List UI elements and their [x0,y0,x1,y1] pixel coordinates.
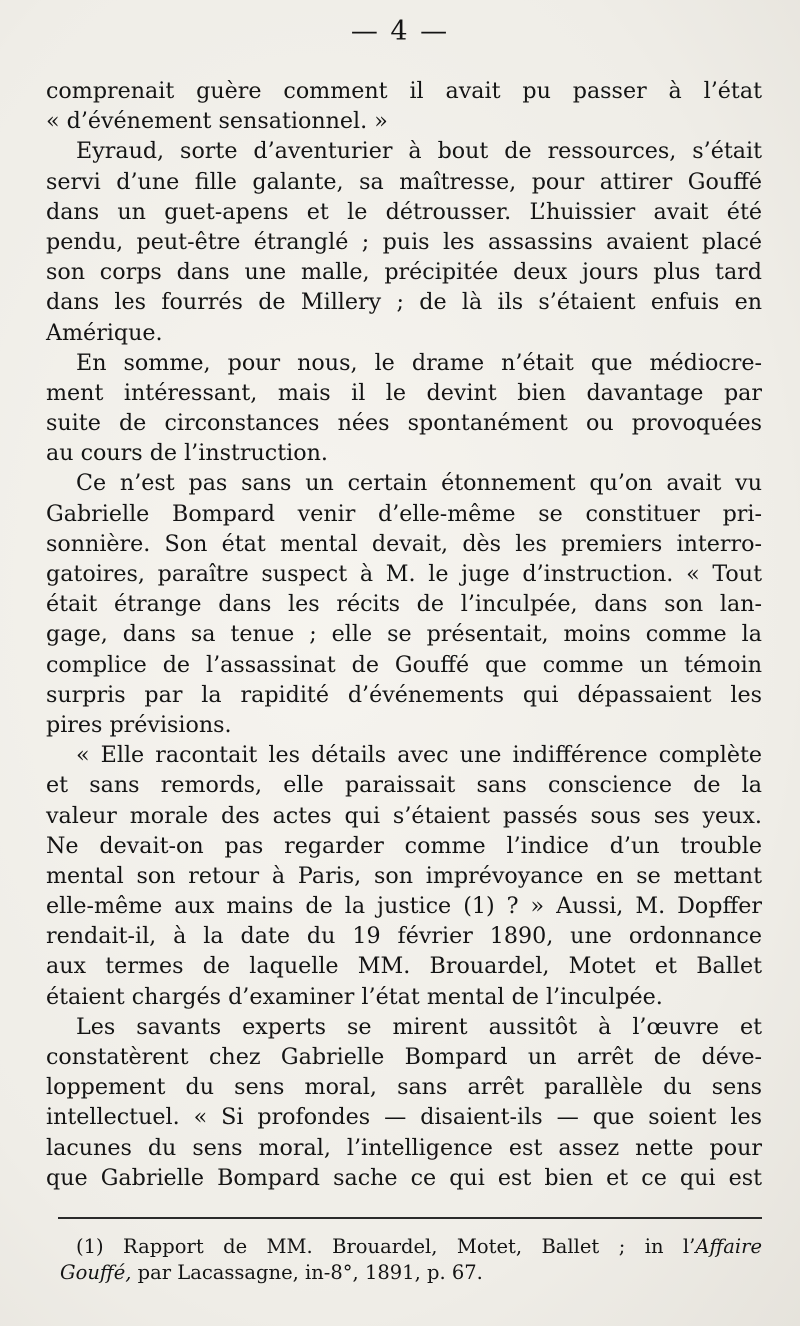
text-line: comprenait guère comment il avait pu passer à l’état [46,78,762,104]
text-line: pires prévisions. [46,711,232,738]
text-line: dans un guet-apens et le détrousser. L’huissier avait été [46,198,762,225]
text-line: dans les fourrés de Millery ; de là ils s’étaient enfuis en [46,289,762,316]
text-line: étaient chargés d’examiner l’état mental de l’inculpée. [46,983,663,1010]
text-line: Les savants experts se mirent aussitôt à l’œuvre et [76,1013,762,1040]
text-line: « d’événement sensationnel. » [46,108,388,135]
text-line: Gabrielle Bompard venir d’elle-même se constituer pri- [46,500,762,527]
text-line: surpris par la rapidité d’événements qui dépassaient les [46,681,762,708]
text-line: elle-même aux mains de la justice (1) ? » Aussi, M. Dopffer [46,893,762,920]
text-line: valeur morale des actes qui s’étaient passés sous ses yeux. [46,802,762,829]
text-line: lacunes du sens moral, l’intelligence est assez nette pour [46,1134,762,1161]
text-line: pendu, peut-être étranglé ; puis les assassins avaient placé [46,228,762,255]
footnote-italic: Gouffé, [60,1261,132,1284]
text-line: rendait-il, à la date du 19 février 1890, une ordonnance [46,923,762,950]
footnote-text: (1) Rapport de MM. Brouardel, Motet, Ballet ; in l’ [76,1235,696,1258]
text-line: gatoires, paraître suspect à M. le juge d’instruction. « Tout [46,561,762,587]
footnote-line-2 [60,1260,762,1286]
body-text [46,76,762,1193]
text-line: Eyraud, sorte d’aventurier à bout de ressources, s’était [76,138,762,165]
text-line: constatèrent chez Gabrielle Bompard un arrêt de déve- [46,1044,762,1070]
text-line: complice de l’assassinat de Gouffé que comme un témoin [46,651,762,678]
footnote [60,1234,762,1286]
text-line: était étrange dans les récits de l’inculpée, dans son lan- [46,591,762,618]
text-line: Amérique. [46,319,163,346]
footnote-text: par Lacassagne, in-8°, 1891, p. 67. [131,1261,483,1284]
text-line: suite de circonstances nées spontanément ou provoquées [46,410,762,437]
footnote-rule [58,1217,762,1219]
text-line: Ne devait-on pas regarder comme l’indice d’un trouble [46,832,762,859]
text-line: aux termes de laquelle MM. Brouardel, Motet et Ballet [46,953,762,980]
page-number: — 4 — [350,16,450,47]
text-line: que Gabrielle Bompard sache ce qui est bien et ce qui est [46,1164,762,1191]
text-line: son corps dans une malle, précipitée deux jours plus tard [46,259,762,286]
text-line: En somme, pour nous, le drame n’était que médiocre- [76,349,762,376]
footnote-line-1 [60,1234,762,1260]
text-line: loppement du sens moral, sans arrêt parallèle du sens [46,1074,762,1101]
footnote-italic: Affaire [695,1235,762,1258]
text-line: mental son retour à Paris, son imprévoyance en se mettant [46,862,762,889]
text-line: intellectuel. « Si profondes — disaient-ils — que soient les [46,1104,762,1131]
text-line: ment intéressant, mais il le devint bien davantage par [46,379,762,406]
text-line: « Elle racontait les détails avec une indifférence complète [76,742,762,769]
text-line: sonnière. Son état mental devait, dès les premiers interro- [46,530,762,557]
text-line: au cours de l’instruction. [46,440,328,467]
text-line: et sans remords, elle paraissait sans conscience de la [46,772,762,799]
text-line: Ce n’est pas sans un certain étonnement qu’on avait vu [76,470,762,497]
text-line: servi d’une fille galante, sa maîtresse, pour attirer Gouffé [46,168,762,195]
text-line: gage, dans sa tenue ; elle se présentait, moins comme la [46,621,762,648]
